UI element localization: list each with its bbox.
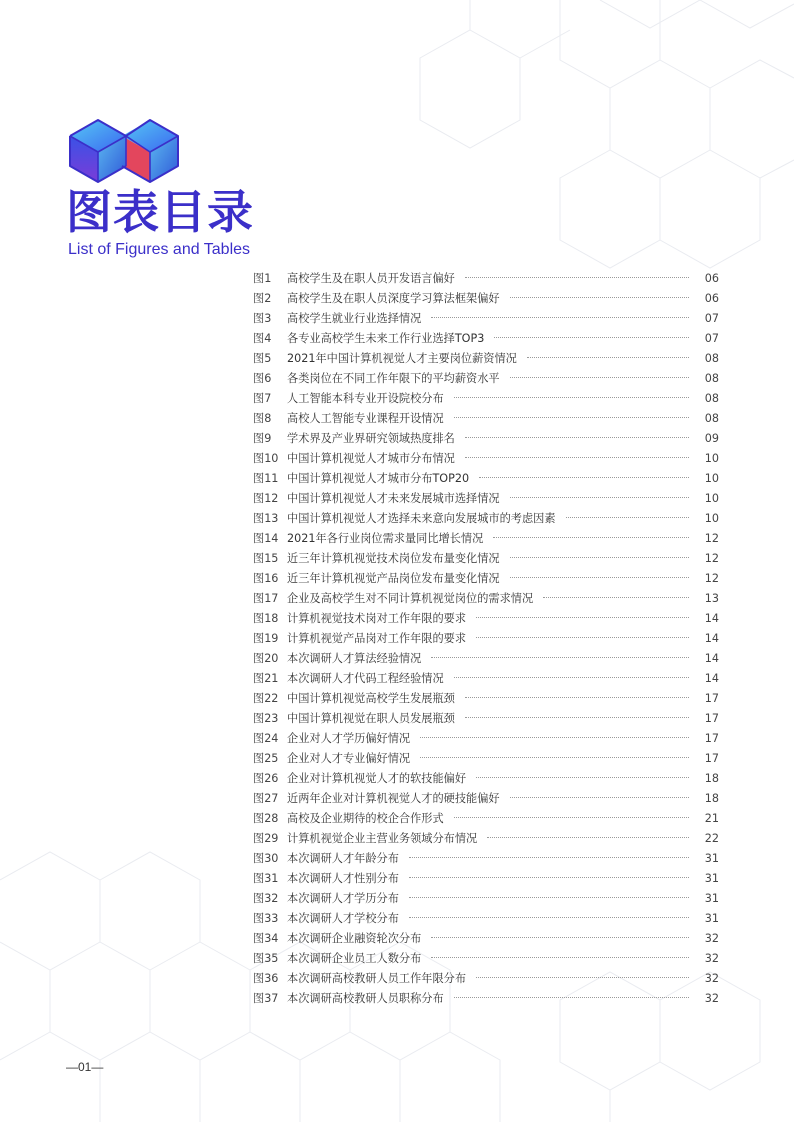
toc-entry[interactable]	[253, 290, 719, 310]
figure-number: 图36	[253, 972, 279, 985]
figure-title: 近三年计算机视觉产品岗位发布量变化情况	[287, 572, 500, 585]
figure-number: 图27	[253, 792, 279, 805]
figure-number: 图5	[253, 352, 272, 365]
figure-number: 图31	[253, 872, 279, 885]
toc-entry[interactable]	[253, 750, 719, 770]
figure-number: 图8	[253, 412, 272, 425]
figure-title: 高校学生及在职人员开发语言偏好	[287, 272, 455, 285]
page-ref: 13	[704, 592, 719, 605]
figure-title: 近两年企业对计算机视觉人才的硬技能偏好	[287, 792, 500, 805]
figure-number: 图37	[253, 992, 279, 1005]
dot-leader	[454, 817, 689, 818]
figure-number: 图25	[253, 752, 279, 765]
figure-title: 各专业高校学生未来工作行业选择TOP3	[287, 332, 485, 345]
toc-entry[interactable]	[253, 450, 719, 470]
figure-title: 近三年计算机视觉技术岗位发布量变化情况	[287, 552, 500, 565]
toc-entry[interactable]	[253, 710, 719, 730]
page-number: —01—	[66, 1060, 104, 1074]
page-ref: 12	[704, 552, 719, 565]
dot-leader	[510, 497, 689, 498]
page-ref: 08	[704, 412, 719, 425]
page-ref: 31	[704, 892, 719, 905]
page-ref: 17	[704, 732, 719, 745]
dot-leader	[476, 637, 689, 638]
figure-number: 图16	[253, 572, 279, 585]
toc-entry[interactable]	[253, 890, 719, 910]
dot-leader	[431, 937, 689, 938]
figure-title: 企业及高校学生对不同计算机视觉岗位的需求情况	[287, 592, 534, 605]
dot-leader	[510, 797, 689, 798]
figure-title: 中国计算机视觉人才未来发展城市选择情况	[287, 492, 500, 505]
figure-number: 图4	[253, 332, 272, 345]
figure-number: 图7	[253, 392, 272, 405]
figure-title: 2021年各行业岗位需求量同比增长情况	[287, 532, 484, 545]
page-ref: 10	[704, 512, 719, 525]
figure-number: 图28	[253, 812, 279, 825]
dot-leader	[543, 597, 689, 598]
page-ref: 07	[704, 312, 719, 325]
figure-title: 人工智能本科专业开设院校分布	[287, 392, 444, 405]
figure-number: 图3	[253, 312, 272, 325]
figure-title: 计算机视觉产品岗对工作年限的要求	[287, 632, 467, 645]
figure-number: 图2	[253, 292, 272, 305]
figure-title: 本次调研企业员工人数分布	[287, 952, 422, 965]
figure-title: 各类岗位在不同工作年限下的平均薪资水平	[287, 372, 500, 385]
toc-entry[interactable]	[253, 650, 719, 670]
page-ref: 31	[704, 852, 719, 865]
page-ref: 14	[704, 612, 719, 625]
figure-title: 2021年中国计算机视觉人才主要岗位薪资情况	[287, 352, 517, 365]
figure-title: 企业对人才学历偏好情况	[287, 732, 411, 745]
figure-number: 图32	[253, 892, 279, 905]
toc-entry[interactable]	[253, 970, 719, 990]
figure-number: 图35	[253, 952, 279, 965]
page-ref: 10	[704, 472, 719, 485]
dot-leader	[476, 777, 689, 778]
toc-entry[interactable]	[253, 810, 719, 830]
dot-leader	[409, 897, 689, 898]
figure-number: 图14	[253, 532, 279, 545]
figure-number: 图19	[253, 632, 279, 645]
page-ref: 10	[704, 452, 719, 465]
toc-entry[interactable]	[253, 550, 719, 570]
toc-entry[interactable]	[253, 770, 719, 790]
toc-entry[interactable]	[253, 950, 719, 970]
toc-entry[interactable]	[253, 410, 719, 430]
page-ref: 22	[704, 832, 719, 845]
toc-entry[interactable]	[253, 690, 719, 710]
dot-leader	[510, 577, 689, 578]
toc-entry[interactable]	[253, 570, 719, 590]
figure-title: 本次调研企业融资轮次分布	[287, 932, 422, 945]
figure-number: 图13	[253, 512, 279, 525]
dot-leader	[431, 317, 689, 318]
page-ref: 31	[704, 872, 719, 885]
toc-entry[interactable]	[253, 850, 719, 870]
toc-entry[interactable]	[253, 610, 719, 630]
page-ref: 32	[704, 952, 719, 965]
figure-number: 图26	[253, 772, 279, 785]
figure-number: 图10	[253, 452, 279, 465]
dot-leader	[420, 737, 689, 738]
dot-leader	[487, 837, 689, 838]
page-ref: 12	[704, 532, 719, 545]
toc-entry[interactable]	[253, 430, 719, 450]
toc-entry[interactable]	[253, 330, 719, 350]
page-ref: 14	[704, 672, 719, 685]
figure-title: 高校学生及在职人员深度学习算法框架偏好	[287, 292, 500, 305]
dot-leader	[493, 537, 689, 538]
dot-leader	[409, 917, 689, 918]
toc-entry[interactable]	[253, 390, 719, 410]
page-ref: 14	[704, 652, 719, 665]
toc-entry[interactable]	[253, 670, 719, 690]
page-ref: 09	[704, 432, 719, 445]
toc-entry[interactable]	[253, 470, 719, 490]
figure-number: 图21	[253, 672, 279, 685]
dot-leader	[409, 857, 689, 858]
dot-leader	[476, 977, 689, 978]
toc-entry[interactable]	[253, 930, 719, 950]
page-ref: 32	[704, 932, 719, 945]
figure-number: 图12	[253, 492, 279, 505]
page-title: 图表目录	[66, 185, 254, 239]
toc-entry[interactable]	[253, 730, 719, 750]
figure-title: 中国计算机视觉人才城市分布TOP20	[287, 472, 470, 485]
figure-title: 本次调研人才学历分布	[287, 892, 399, 905]
page-ref: 32	[704, 992, 719, 1005]
page-ref: 21	[704, 812, 719, 825]
figure-number: 图11	[253, 472, 279, 485]
figure-title: 学术界及产业界研究领域热度排名	[287, 432, 455, 445]
dot-leader	[479, 477, 689, 478]
figure-title: 企业对计算机视觉人才的软技能偏好	[287, 772, 467, 785]
dot-leader	[527, 357, 689, 358]
dot-leader	[431, 657, 689, 658]
page-ref: 18	[704, 772, 719, 785]
toc-entry[interactable]	[253, 830, 719, 850]
figure-title: 本次调研高校教研人员工作年限分布	[287, 972, 467, 985]
toc-entry[interactable]	[253, 790, 719, 810]
figure-number: 图23	[253, 712, 279, 725]
toc-entry[interactable]	[253, 310, 719, 330]
figure-title: 企业对人才专业偏好情况	[287, 752, 411, 765]
dot-leader	[494, 337, 689, 338]
figure-title: 计算机视觉企业主营业务领域分布情况	[287, 832, 478, 845]
page-ref: 17	[704, 712, 719, 725]
figure-title: 本次调研人才性别分布	[287, 872, 399, 885]
page-ref: 07	[704, 332, 719, 345]
page-ref: 08	[704, 392, 719, 405]
figure-number: 图18	[253, 612, 279, 625]
figure-number: 图1	[253, 272, 272, 285]
page-ref: 32	[704, 972, 719, 985]
dot-leader	[465, 717, 689, 718]
page-ref: 06	[704, 272, 719, 285]
figure-number: 图6	[253, 372, 272, 385]
page-ref: 31	[704, 912, 719, 925]
dot-leader	[465, 697, 689, 698]
page-ref: 18	[704, 792, 719, 805]
figure-list	[253, 270, 719, 1010]
figure-title: 本次调研人才代码工程经验情况	[287, 672, 444, 685]
figure-number: 图15	[253, 552, 279, 565]
page-ref: 08	[704, 372, 719, 385]
dot-leader	[465, 457, 689, 458]
figure-title: 中国计算机视觉人才选择未来意向发展城市的考虑因素	[287, 512, 556, 525]
figure-number: 图9	[253, 432, 272, 445]
figure-title: 中国计算机视觉高校学生发展瓶颈	[287, 692, 455, 705]
figure-title: 本次调研人才年龄分布	[287, 852, 399, 865]
figure-number: 图34	[253, 932, 279, 945]
cube-logo	[66, 116, 184, 184]
figure-title: 计算机视觉技术岗对工作年限的要求	[287, 612, 467, 625]
figure-number: 图17	[253, 592, 279, 605]
toc-entry[interactable]	[253, 870, 719, 890]
dot-leader	[510, 297, 689, 298]
figure-number: 图29	[253, 832, 279, 845]
figure-title: 高校人工智能专业课程开设情况	[287, 412, 444, 425]
toc-entry[interactable]	[253, 510, 719, 530]
figure-number: 图24	[253, 732, 279, 745]
figure-title: 本次调研人才学校分布	[287, 912, 399, 925]
dot-leader	[476, 617, 689, 618]
figure-title: 中国计算机视觉在职人员发展瓶颈	[287, 712, 455, 725]
dot-leader	[465, 277, 689, 278]
page-ref: 10	[704, 492, 719, 505]
dot-leader	[566, 517, 689, 518]
toc-entry[interactable]	[253, 990, 719, 1010]
figure-title: 本次调研人才算法经验情况	[287, 652, 422, 665]
page-ref: 17	[704, 692, 719, 705]
page-subtitle: List of Figures and Tables	[68, 241, 251, 258]
dot-leader	[510, 557, 689, 558]
figure-number: 图30	[253, 852, 279, 865]
dot-leader	[454, 397, 689, 398]
figure-title: 中国计算机视觉人才城市分布情况	[287, 452, 455, 465]
dot-leader	[409, 877, 689, 878]
toc-entry[interactable]	[253, 270, 719, 290]
dot-leader	[431, 957, 689, 958]
toc-entry[interactable]	[253, 370, 719, 390]
toc-entry[interactable]	[253, 530, 719, 550]
dot-leader	[454, 417, 689, 418]
toc-entry[interactable]	[253, 630, 719, 650]
toc-entry[interactable]	[253, 910, 719, 930]
figure-title: 高校学生就业行业选择情况	[287, 312, 422, 325]
toc-entry[interactable]	[253, 490, 719, 510]
figure-title: 本次调研高校教研人员职称分布	[287, 992, 444, 1005]
figure-number: 图20	[253, 652, 279, 665]
dot-leader	[454, 997, 689, 998]
figure-number: 图22	[253, 692, 279, 705]
page-ref: 06	[704, 292, 719, 305]
dot-leader	[420, 757, 689, 758]
figure-number: 图33	[253, 912, 279, 925]
figure-title: 高校及企业期待的校企合作形式	[287, 812, 444, 825]
dot-leader	[465, 437, 689, 438]
page-ref: 08	[704, 352, 719, 365]
toc-entry[interactable]	[253, 350, 719, 370]
page-ref: 14	[704, 632, 719, 645]
toc-entry[interactable]	[253, 590, 719, 610]
dot-leader	[510, 377, 689, 378]
page-ref: 17	[704, 752, 719, 765]
page-ref: 12	[704, 572, 719, 585]
dot-leader	[454, 677, 689, 678]
